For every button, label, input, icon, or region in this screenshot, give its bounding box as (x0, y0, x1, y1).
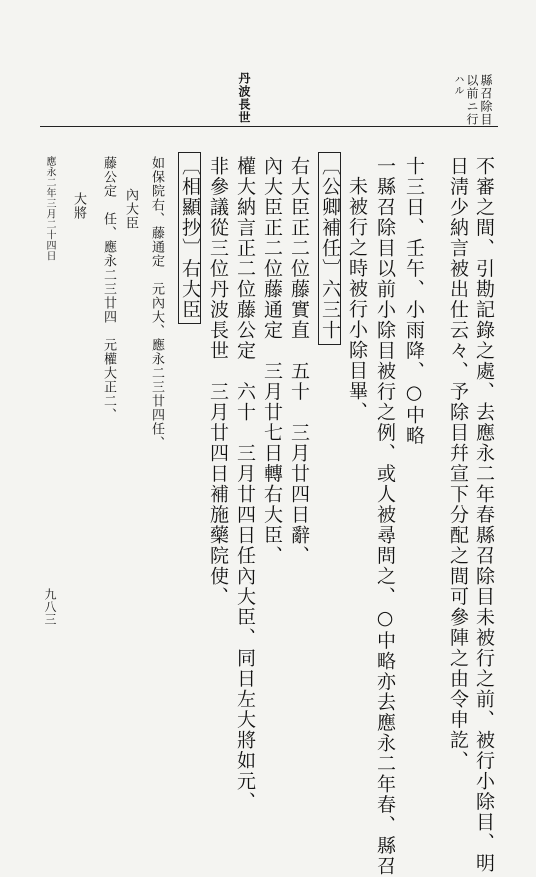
chapter-caption-3: ハル (452, 74, 463, 96)
page-number: 九八三 (43, 588, 57, 626)
text-line-14: 藤公定 任、應永二三廿四 元權大正二、 (101, 156, 116, 422)
chapter-caption-2: 以前ニ行 (465, 74, 479, 126)
text-line-4: 一縣召除目以前小除目被行之例、或人被尋問之、○中略亦去應永二年春、縣召 (374, 156, 396, 877)
text-line-13: 內大臣 (123, 188, 138, 230)
running-title: 丹波長世 (237, 72, 251, 124)
text-line-12: 如保院右、藤通定 元內大、應永二三廿四任、 (149, 156, 164, 450)
text-line-9: 權大納言正二位藤公定 六十 三月廿四日任內大臣、同日左大將如元、 (234, 156, 256, 812)
chapter-caption-1: 縣召除目 (479, 74, 493, 126)
text-line-3: 十三日、壬午、小雨降、○中略 (403, 156, 425, 446)
header-rule (40, 126, 498, 127)
source-title-kugyo-bunin: 〔公卿補任〕六三十 (318, 152, 341, 345)
source-title-sokenjo: 〔相顯抄〕右大臣 (178, 152, 201, 324)
text-line-10: 非參議從三位丹波長世 三月廿四日補施藥院使、 (207, 156, 229, 607)
text-line-1: 不審之間、引勘記錄之處、去應永二年春縣召除目未被行之前、被行小除目、明 (473, 156, 495, 874)
text-line-15: 大將 (71, 192, 86, 220)
text-line-5: 未被行之時被行小除目畢、 (346, 176, 368, 422)
text-line-7: 右大臣正二位藤實直 五十 三月廿四日辭、 (288, 156, 310, 566)
text-line-2: 日淸少納言被出仕云々、予除目幷宣下分配之間可參陣之由令申訖、 (447, 156, 469, 771)
date-line: 應永二年三月二十四日 (44, 156, 55, 261)
text-line-8: 內大臣正二位藤通定 三月廿七日轉右大臣、 (261, 156, 283, 566)
